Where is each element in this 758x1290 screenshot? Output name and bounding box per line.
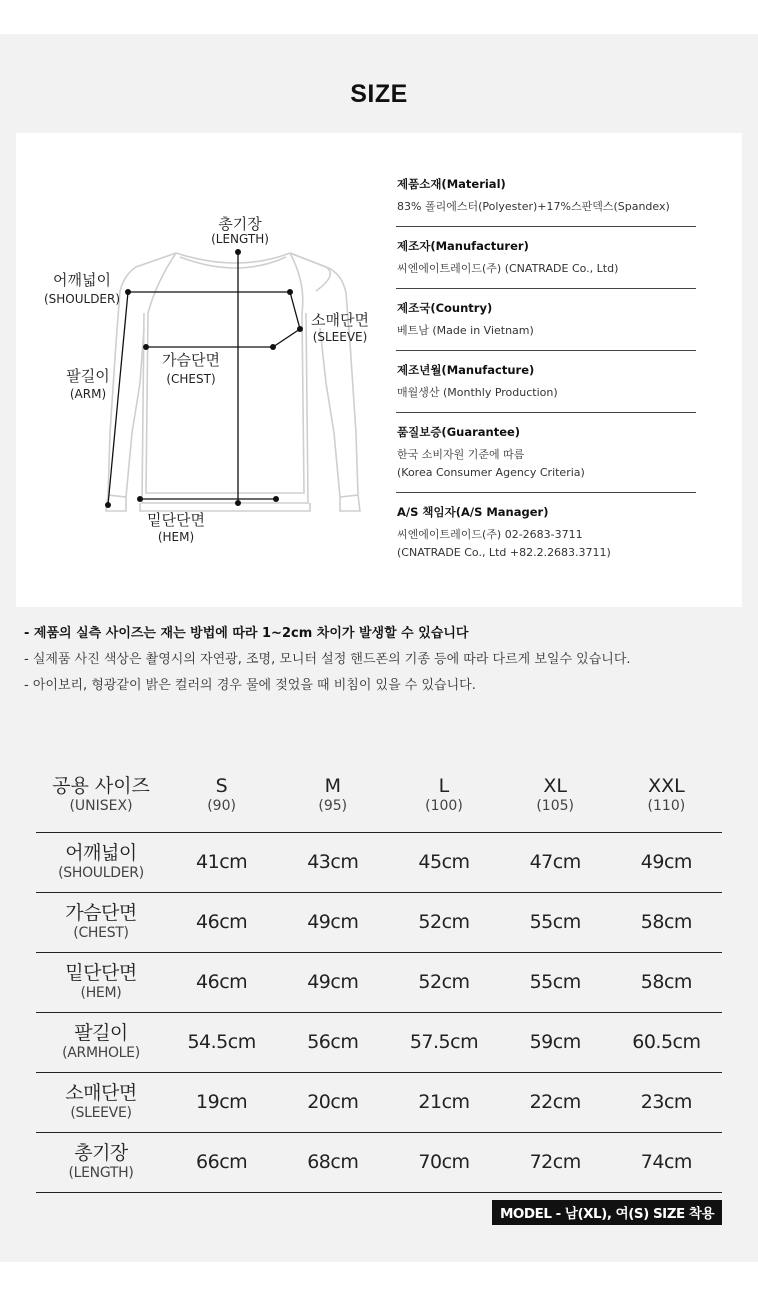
table-cell: 22cm: [529, 1091, 581, 1113]
header-cell-size: L (100): [388, 772, 499, 832]
table-cell: 49cm: [307, 971, 359, 993]
info-value: (CNATRADE Co., Ltd +82.2.2683.3711): [397, 546, 611, 559]
row-label: 어깨넓이 (SHOULDER): [58, 842, 144, 881]
table-cell: 54.5cm: [187, 1031, 256, 1053]
note-line: - 제품의 실측 사이즈는 재는 방법에 따라 1~2cm 차이가 발생할 수 있습니다: [24, 626, 469, 641]
info-as-manager: [396, 501, 696, 572]
model-size-badge: MODEL - 남(XL), 여(S) SIZE 착용: [492, 1200, 722, 1225]
arm-label-ko: 팔길이: [66, 367, 110, 385]
table-cell: 20cm: [307, 1091, 359, 1113]
info-head: 제조년월(Manufacture): [397, 363, 535, 377]
table-row: [36, 1072, 722, 1132]
table-cell: 57.5cm: [409, 1031, 479, 1053]
info-value: 씨엔에이트레이드(주) (CNATRADE Co., Ltd): [397, 262, 619, 275]
table-cell: 47cm: [529, 851, 581, 873]
chest-label-en: (CHEST): [166, 372, 216, 386]
table-cell: 19cm: [196, 1091, 248, 1113]
table-cell: 21cm: [418, 1091, 470, 1113]
table-cell: 43cm: [307, 851, 359, 873]
row-label: 밑단단면 (HEM): [65, 962, 137, 1001]
table-cell: 49cm: [640, 851, 692, 873]
shoulder-label-en: (SHOULDER): [43, 292, 121, 306]
table-cell: 56cm: [307, 1031, 359, 1053]
info-material: [396, 173, 696, 227]
table-row: [36, 1012, 722, 1072]
table-cell: 58cm: [640, 971, 692, 993]
info-manufacturer: [396, 235, 696, 289]
header-cell-size: XL (105): [500, 772, 611, 832]
info-head: 품질보증(Guarantee): [397, 425, 521, 439]
table-cell: 52cm: [418, 971, 470, 993]
table-row: [36, 832, 722, 892]
info-value: 매월생산 (Monthly Production): [397, 386, 558, 399]
garment-diagram: [16, 133, 396, 607]
info-country: [396, 297, 696, 351]
table-cell: 23cm: [640, 1091, 692, 1113]
header-cell-size: M (95): [277, 772, 388, 832]
info-value: 베트남 (Made in Vietnam): [397, 324, 534, 337]
chest-label-ko: 가슴단면: [162, 351, 220, 369]
hem-label-ko: 밑단단면: [147, 511, 205, 529]
arm-label-en: (ARM): [69, 387, 107, 401]
sleeve-label-ko: 소매단면: [311, 311, 369, 329]
note-line: - 아이보리, 형광같이 밝은 컬러의 경우 물에 젖었을 때 비침이 있을 수 있습니다.: [24, 678, 476, 693]
header-cell-size: S (90): [166, 772, 277, 832]
table-cell: 74cm: [640, 1151, 692, 1173]
row-label: 소매단면 (SLEEVE): [65, 1082, 137, 1121]
table-cell: 58cm: [640, 911, 692, 933]
table-cell: 66cm: [196, 1151, 248, 1173]
size-table-wrap: [36, 772, 722, 1193]
table-row: [36, 892, 722, 952]
table-cell: 52cm: [418, 911, 470, 933]
table-row: [36, 952, 722, 1012]
row-label: 가슴단면 (CHEST): [65, 902, 137, 941]
table-cell: 49cm: [307, 911, 359, 933]
table-row: [36, 1132, 722, 1192]
info-value: 씨엔에이트레이드(주) 02-2683-3711: [397, 528, 583, 541]
table-cell: 68cm: [307, 1151, 359, 1173]
table-cell: 70cm: [418, 1151, 470, 1173]
size-info-card: [16, 133, 742, 607]
shoulder-side-line: [290, 292, 300, 329]
info-head: 제조국(Country): [397, 301, 493, 315]
table-cell: 55cm: [529, 911, 581, 933]
product-info-list: [396, 173, 696, 580]
table-cell: 55cm: [529, 971, 581, 993]
row-label: 팔길이 (ARMHOLE): [62, 1022, 140, 1061]
info-value: 83% 폴리에스터(Polyester)+17%스판덱스(Spandex): [397, 200, 670, 213]
info-value: 한국 소비자원 기준에 따름: [397, 448, 525, 461]
info-value: (Korea Consumer Agency Criteria): [397, 466, 585, 479]
size-table-header: [36, 772, 722, 832]
table-cell: 46cm: [196, 971, 248, 993]
info-head: 제품소재(Material): [397, 177, 506, 191]
info-head: 제조자(Manufacturer): [397, 239, 529, 253]
table-cell: 41cm: [196, 851, 248, 873]
table-cell: 60.5cm: [632, 1031, 701, 1053]
info-manufacture-date: [396, 359, 696, 413]
page-title: SIZE: [350, 80, 408, 108]
table-cell: 59cm: [529, 1031, 581, 1053]
table-cell: 45cm: [418, 851, 470, 873]
row-label: 총기장 (LENGTH): [68, 1142, 134, 1181]
table-cell: 72cm: [529, 1151, 581, 1173]
info-head: A/S 책임자(A/S Manager): [397, 505, 549, 519]
header-cell-size: XXL (110): [611, 772, 722, 832]
sleeve-line: [273, 329, 300, 347]
length-label-en: (LENGTH): [211, 232, 269, 246]
table-cell: 46cm: [196, 911, 248, 933]
sleeve-label-en: (SLEEVE): [312, 330, 368, 344]
length-label-ko: 총기장: [218, 215, 262, 233]
shoulder-label-ko: 어깨넓이: [53, 271, 111, 289]
size-table: [36, 772, 722, 1193]
note-line: - 실제품 사진 색상은 촬영시의 자연광, 조명, 모니터 설정 핸드폰의 기종 등에 따라 다르게 보일수 있습니다.: [24, 652, 631, 667]
hem-label-en: (HEM): [157, 530, 195, 544]
info-guarantee: [396, 421, 696, 493]
header-cell-unisex: 공용 사이즈 (UNISEX): [36, 772, 166, 832]
size-notes: [24, 621, 744, 699]
